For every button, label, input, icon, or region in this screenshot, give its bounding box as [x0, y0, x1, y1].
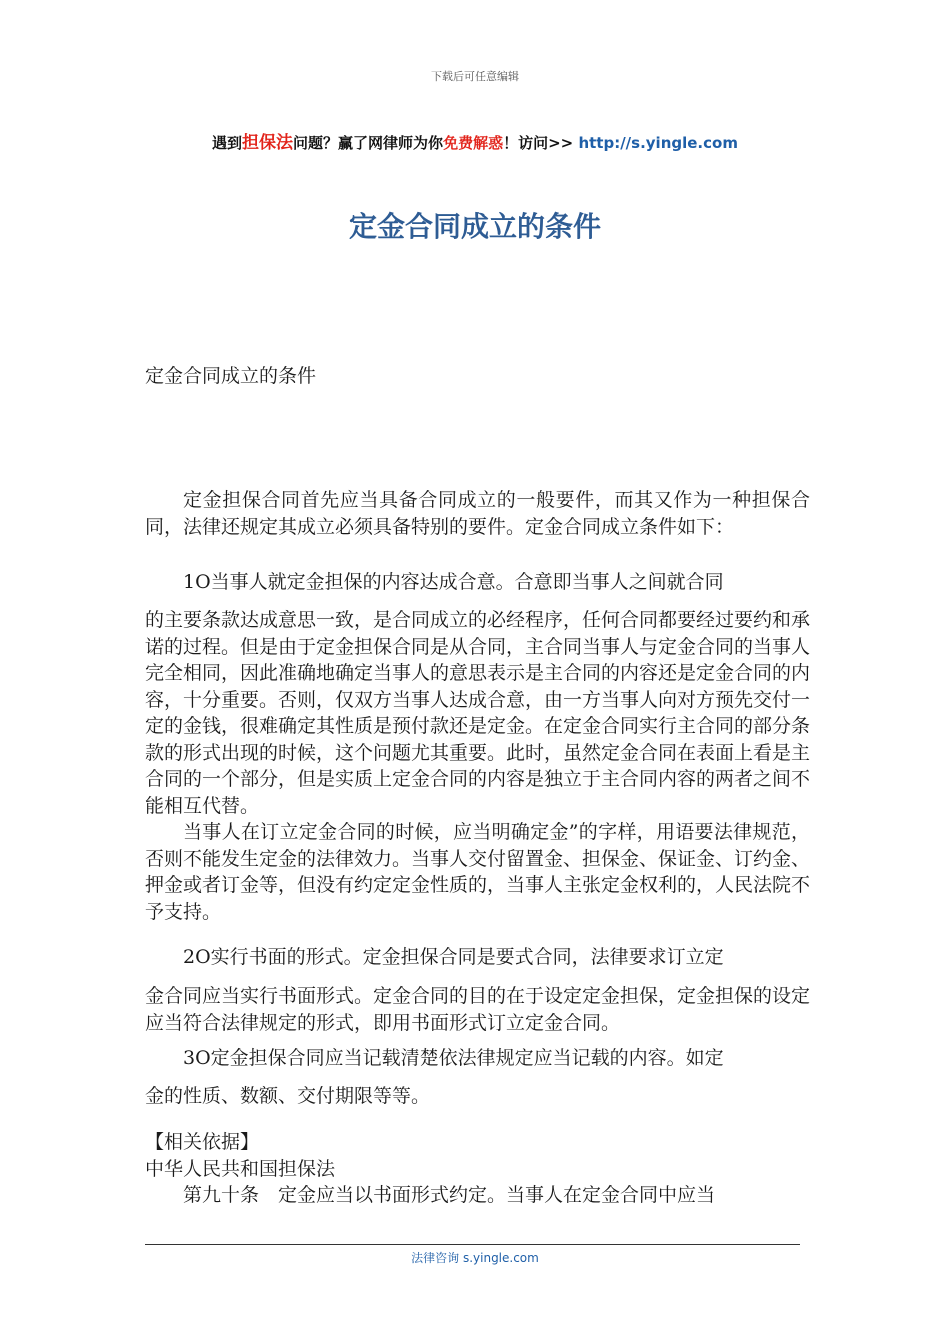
basis-heading: 【相关依据】	[145, 1131, 260, 1153]
paragraph-item-1-note: 当事人在订立定金合同的时候，应当明确定金”的字样，用语要法律规范，否则不能发生定金的法律效力。当事人交付留置金、担保金、保证金、订约金、押金或者订金等，但没有约定定金性质的，当事人主张定金权利的，人民法院不予支持。	[145, 821, 811, 923]
footer-divider	[145, 1244, 800, 1245]
body-block-2	[145, 569, 810, 596]
promo-banner	[0, 128, 950, 153]
body-block-6	[145, 1045, 810, 1072]
paragraph-item-2-body: 金合同应当实行书面形式。定金合同的目的在于设定定金担保，定金担保的设定应当符合法律规定的形式，即用书面形式订立定金合同。	[145, 985, 811, 1034]
paragraph-item-1-lead: 1O当事人就定金担保的内容达成合意。合意即当事人之间就合同	[183, 571, 724, 593]
document-subtitle: 定金合同成立的条件	[145, 365, 317, 387]
paragraph-item-1-body: 的主要条款达成意思一致，是合同成立的必经程序，任何合同都要经过要约和承诺的过程。但是由于定金担保合同是从合同，主合同当事人与定金合同的当事人完全相同，因此准确地确定当事人的意思表示是主合同的内容还是定金合同的内容，十分重要。否则，仅双方当事人达成合意，由一方当事人向对方预先交付一定的金钱，很难确定其性质是预付款还是定金。在定金合同实行主合同的部分条款的形式出现的时候，这个问题尤其重要。此时，虽然定金合同在表面上看是主合同的一个部分，但是实质上定金合同的内容是独立于主合同内容的两者之间不能相互代替。	[145, 609, 811, 817]
law-name: 中华人民共和国担保法	[145, 1157, 336, 1180]
body-block-8	[145, 1129, 810, 1209]
promo-highlight-topic: 担保法	[242, 133, 294, 153]
paragraph-item-3-body: 金的性质、数额、交付期限等等。	[145, 1085, 431, 1107]
promo-text-2: 问题？赢了网律师为你	[293, 134, 444, 152]
header-note: 下载后可任意编辑	[431, 70, 519, 83]
promo-text-3: ！访问>>	[503, 134, 579, 152]
body-block-4	[145, 944, 810, 971]
footer-text[interactable]: 法律咨询 s.yingle.com	[411, 1251, 539, 1265]
body-block-7	[145, 1083, 810, 1110]
law-article: 第九十条 定金应当以书面形式约定。当事人在定金合同中应当	[183, 1184, 716, 1206]
paragraph-intro: 定金担保合同首先应当具备合同成立的一般要件，而其又作为一种担保合同，法律还规定其成立必须具备特别的要件。定金合同成立条件如下：	[145, 489, 810, 538]
paragraph-item-3-lead: 3O定金担保合同应当记载清楚依法律规定应当记载的内容。如定	[183, 1047, 724, 1069]
body-block-3	[145, 607, 810, 925]
body-block-1	[145, 487, 810, 540]
promo-highlight-free: 免费解惑	[443, 134, 504, 152]
body-block-5	[145, 983, 810, 1036]
promo-link[interactable]: http://s.yingle.com	[578, 134, 738, 152]
paragraph-item-2-lead: 2O实行书面的形式。定金担保合同是要式合同，法律要求订立定	[183, 946, 724, 968]
promo-text-1: 遇到	[212, 134, 243, 152]
document-title: 定金合同成立的条件	[348, 210, 601, 243]
